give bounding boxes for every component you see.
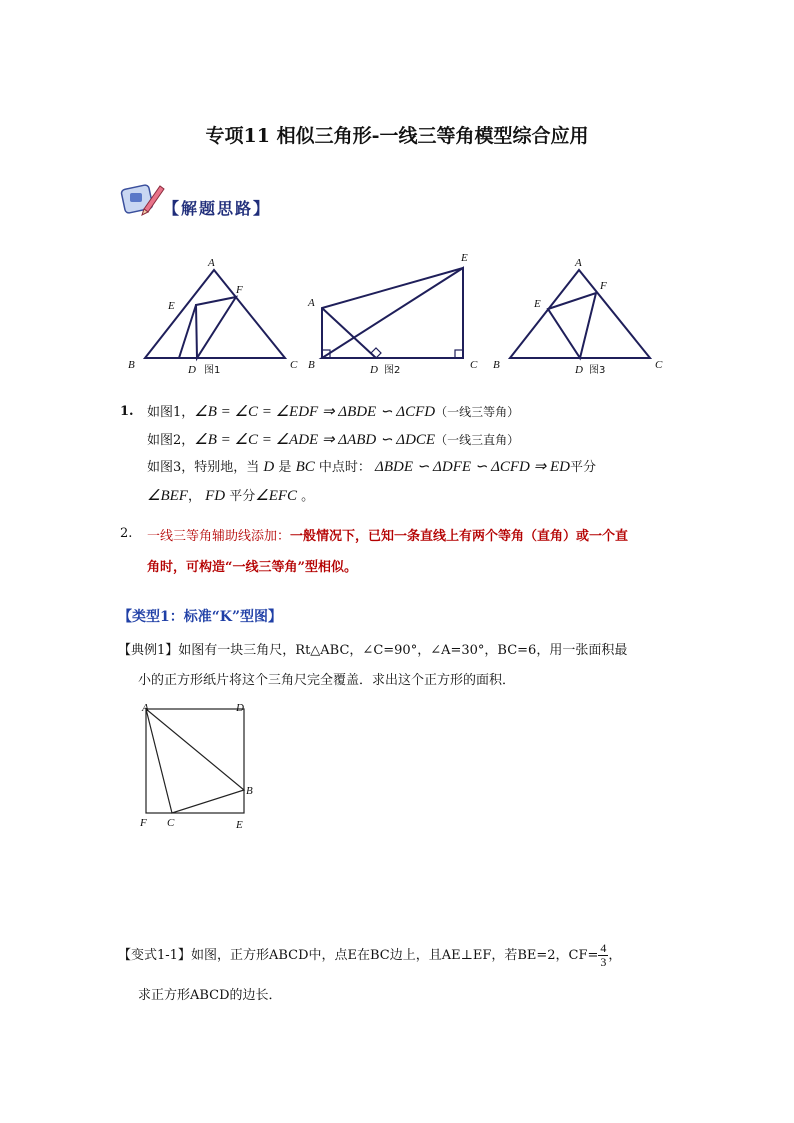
variant-1-1-line-1 [118,942,621,969]
fig2-label-e: E [461,252,468,264]
variant-1-1-fraction [598,942,608,969]
fig1-label-a: A [208,257,215,269]
example-1-label-c: C [167,817,175,829]
idea-1-line-4-mid: ， [187,489,201,504]
fig1-label-f: F [236,284,243,296]
variant-1-1-line-2: 求正方形ABCD的边长． [138,988,282,1003]
idea-1-line-4-math-b: FD [205,488,226,504]
idea-1-line-2-prefix: 如图2， [147,433,195,448]
fig2-label-c: C [470,359,478,371]
page-title: 专项11 相似三角形-一线三等角模型综合应用 [205,125,589,147]
figure-3 [510,270,650,358]
fig2-label-b: B [308,359,315,371]
idea-1-line-1-prefix: 如图1， [147,405,195,420]
idea-1-line-4-end: 。 [301,489,315,504]
type-1-heading: 【类型1：标准“K”型图】 [118,609,283,625]
example-1-label-a: A [142,702,149,714]
idea-1-line-3-math-b: BC [295,459,315,475]
fraction-denominator: 3 [600,955,607,969]
fig1-caption: 图1 [204,365,221,376]
fig2-label-a: A [308,297,315,309]
fig2-label-d: D [370,364,378,376]
idea-1-number: 1. [120,404,134,419]
fig3-label-d: D [575,364,583,376]
fig2-caption: 图2 [384,365,401,376]
fig3-label-c: C [655,359,663,371]
example-1-line-2: 小的正方形纸片将这个三角尺完全覆盖．求出这个正方形的面积． [138,673,516,688]
example-1-label-d: D [236,702,244,714]
model-figures [120,248,680,383]
idea-1-line-2-math: ∠B = ∠C = ∠ADE ⇒ ΔABD ∽ ΔDCE [194,432,436,448]
idea-2-line-1 [147,525,628,544]
idea-2-lead: 一线三等角辅助线添加： [147,529,291,544]
idea-2-line-1-rest: 一般情况下，已知一条直线上有两个等角（直角）或一个直 [290,529,629,544]
idea-2-number: 2. [120,526,133,541]
idea-1-line-3-math-a: D [263,459,275,475]
fig3-label-f: F [600,280,607,292]
idea-1-line-4-math-c: ∠EFC [255,488,298,504]
example-1-text-1: 如图有一块三角尺，Rt△ABC，∠C=90°，∠A=30°，BC=6，用一张面积最 [178,643,628,658]
idea-1-line-1 [147,401,519,421]
example-1-label-f: F [140,817,147,829]
idea-2-line-2: 角时，可构造“一线三等角”型相似。 [147,560,357,575]
idea-1-line-3-math-c: ΔBDE ∽ ΔDFE ∽ ΔCFD ⇒ ED [375,459,570,475]
idea-1-line-4-math-a: ∠BEF [147,488,188,504]
example-1-tag: 【典例1】 [118,643,179,658]
fig3-label-b: B [493,359,500,371]
fig3-label-e: E [534,298,541,310]
fig1-label-b: B [128,359,135,371]
fig3-caption: 图3 [589,365,606,376]
idea-1-line-3-end: 平分 [569,460,596,475]
example-1-figure [135,698,265,833]
variant-1-1-text-1: 如图，正方形ABCD中，点E在BC边上，且AE⊥EF，若BE=2，CF= [190,948,599,963]
fig1-label-e: E [168,300,175,312]
variant-1-1-tag: 【变式1-1】 [118,948,191,963]
variant-1-1-line-end: ， [608,948,622,963]
idea-1-line-4-mid-2: 平分 [229,489,256,504]
idea-1-line-1-math: ∠B = ∠C = ∠EDF ⇒ ΔBDE ∽ ΔCFD [194,404,436,420]
example-1-label-b: B [246,785,253,797]
solution-idea-label: 【解题思路】 [163,199,272,218]
example-1-line-1 [118,639,627,658]
idea-1-line-3 [147,456,596,476]
idea-1-line-1-note: （一线三等角） [435,405,520,419]
idea-1-line-3-mid-2: 中点时： [318,460,371,475]
figure-1 [145,270,285,358]
fraction-numerator: 4 [600,941,607,955]
idea-1-line-3-mid: 是 [278,460,292,475]
idea-1-line-4 [147,485,314,505]
idea-1-line-2 [147,429,519,449]
idea-1-line-3-prefix: 如图3，特别地，当 [147,460,260,475]
fig3-label-a: A [575,257,582,269]
figure-2 [322,268,463,358]
example-1-label-e: E [236,819,243,831]
idea-1-line-2-note: （一线三直角） [435,433,520,447]
fig1-label-c: C [290,359,298,371]
pencil-note-icon [120,178,166,224]
fig1-label-d: D [188,364,196,376]
